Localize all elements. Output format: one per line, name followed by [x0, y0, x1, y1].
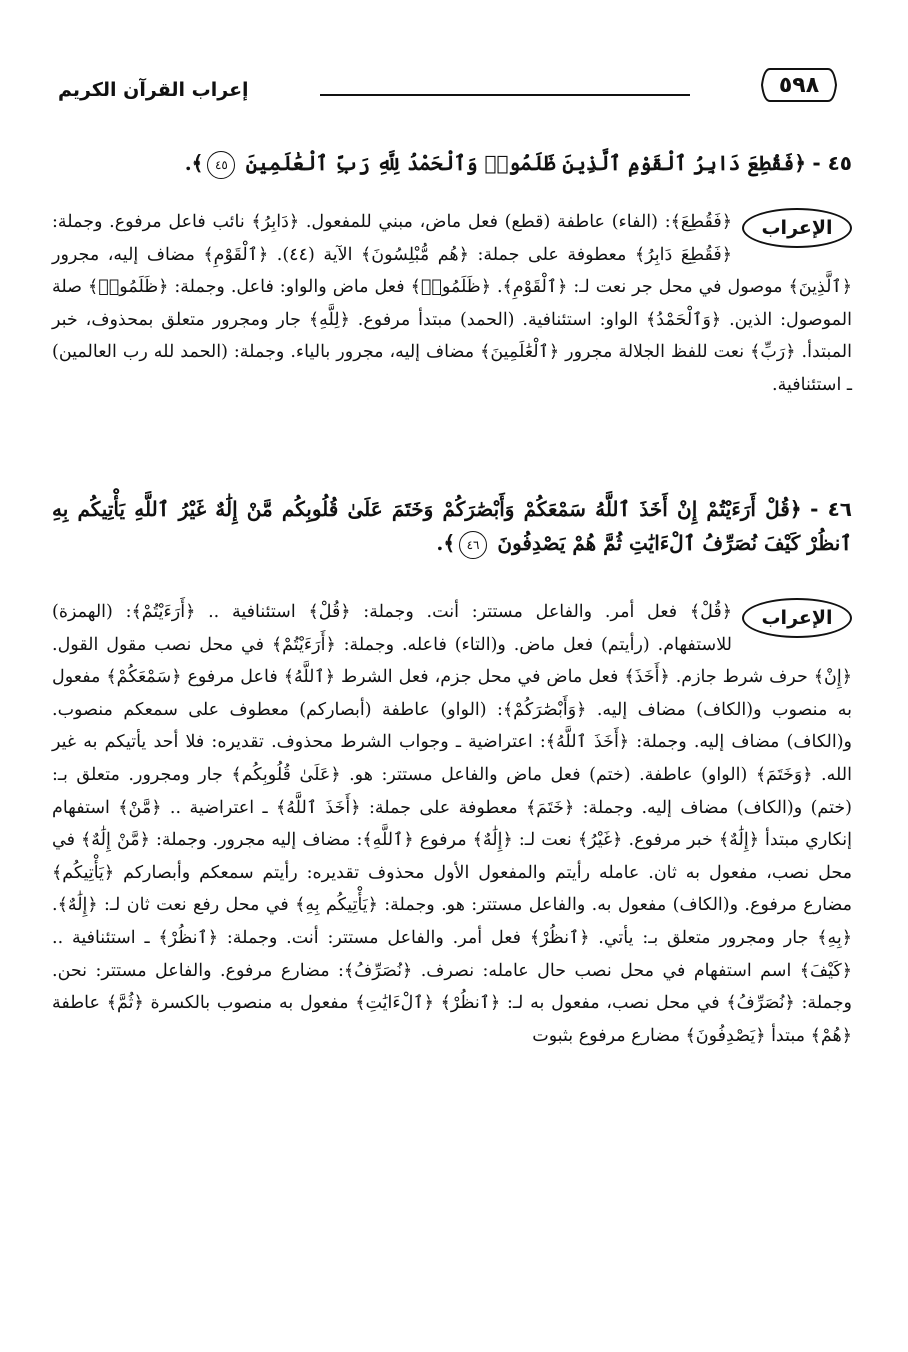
page-number: ٥٩٨ [778, 72, 820, 98]
verse-46 [52, 492, 852, 560]
page-number-badge [760, 66, 838, 104]
verse-close-bracket: ﴾. [436, 531, 456, 555]
irab-label: الإعراب [742, 208, 852, 248]
verse-45 [52, 146, 852, 180]
irab-text: ﴿فَقُطِعَ﴾: (الفاء) عاطفة (قطع) فعل ماض، مبني للمفعول. ﴿دَابِرُ﴾ نائب فاعل مرفوع. وجملة: ﴿فَقُطِعَ دَابِرُ﴾ معطوفة على جملة: ﴿هُم مُّبْلِسُونَ﴾ الآية (٤٤). ﴿ٱلْقَوْمِ﴾ مضاف إليه، مجرور ﴿ٱلَّذِينَ﴾ موصول في محل جر نعت لـ: ﴿ٱلْقَوْمِ﴾. ﴿ظَلَمُوا۟﴾ فعل ماض والواو: فاعل. وجملة: ﴿ظَلَمُوا۟﴾ صلة الموصول: الذين. ﴿وَٱلْحَمْدُ﴾ الواو: استئنافية. (الحمد) مبتدأ مرفوع. ﴿لِلَّهِ﴾ جار ومجرور متعلق بمحذوف، خبر المبتدأ. ﴿رَبِّ﴾ نعت للفظ الجلالة مجرور ﴿ٱلْعَٰلَمِينَ﴾ مضاف إليه، مجرور بالياء. وجملة: (الحمد لله رب العالمين) ـ استئنافية. [52, 212, 852, 395]
verse-end-marker: ٤٦ [459, 531, 487, 559]
irab-section-46 [52, 596, 852, 1052]
verse-close-bracket: ﴾. [184, 151, 204, 175]
irab-label: الإعراب [742, 598, 852, 638]
header-divider [320, 94, 690, 96]
verse-number: ٤٥ - [812, 151, 852, 175]
verse-number: ٤٦ - [810, 497, 852, 521]
irab-text: ﴿قُلْ﴾ فعل أمر. والفاعل مستتر: أنت. وجملة: ﴿قُلْ﴾ استئنافية .. ﴿أَرَءَيْتُمْ﴾: (الهمزة) للاستفهام. (رأيتم) فعل ماض. و(التاء) فاعله. وجملة: ﴿أَرَءَيْتُمْ﴾ في محل نصب مقول القول. ﴿إِنْ﴾ حرف شرط جازم. ﴿أَخَذَ﴾ فعل ماض في محل جزم، فعل الشرط ﴿ٱللَّهُ﴾ فاعل مرفوع ﴿سَمْعَكُمْ﴾ مفعول به منصوب و(الكاف) مضاف إليه. ﴿وَأَبْصَٰرَكُمْ﴾: (الواو) عاطفة (أبصاركم) معطوف على سمعكم منصوب. و(الكاف) مضاف إليه. وجملة: ﴿أَخَذَ ٱللَّهُ﴾: اعتراضية ـ وجواب الشرط محذوف. تقديره: فلا أحد يأتيكم به غير الله. ﴿وَخَتَمَ﴾ (الواو) عاطفة. (ختم) فعل ماض والفاعل مستتر: هو. ﴿عَلَىٰ قُلُوبِكُم﴾ جار ومجرور. متعلق بـ: (ختم) و(الكاف) مضاف إليه. وجملة: ﴿خَتَمَ﴾ معطوفة على جملة: ﴿أَخَذَ ٱللَّهُ﴾ ـ اعتراضية .. ﴿مَّنْ﴾ استفهام إنكاري مبتدأ ﴿إِلَٰهٌ﴾ خبر مرفوع. ﴿غَيْرُ﴾ نعت لـ: ﴿إِلَٰهٌ﴾ مرفوع ﴿ٱللَّهِ﴾: مضاف إليه مجرور. وجملة: ﴿مَّنْ إِلَٰهٌ﴾ في محل نصب، مفعول به ثان. عامله رأيتم والمفعول الأول محذوف تقديره: رأيتم سمعكم وأبصاركم ﴿يَأْتِيكُم﴾ مضارع مرفوع. و(الكاف) مفعول به. والفاعل مستتر: هو. وجملة: ﴿يَأْتِيكُم بِهِ﴾ في محل رفع نعت ثان لـ: ﴿إِلَٰهٌ﴾. ﴿بِهِ﴾ جار ومجرور متعلق بـ: يأتي. ﴿ٱنظُرْ﴾ فعل أمر. والفاعل مستتر: أنت. وجملة: ﴿ٱنظُرْ﴾ ـ استئنافية .. ﴿كَيْفَ﴾ اسم استفهام في محل نصب حال عامله: نصرف. ﴿نُصَرِّفُ﴾: مضارع مرفوع. والفاعل مستتر: نحن. وجملة: ﴿نُصَرِّفُ﴾ في محل نصب، مفعول به لـ: ﴿ٱنظُرْ﴾ ﴿ٱلْءَايَٰتِ﴾ مفعول به منصوب بالكسرة ﴿ثُمَّ﴾ عاطفة ﴿هُمْ﴾ مبتدأ ﴿يَصْدِفُونَ﴾ مضارع مرفوع بثبوت [52, 602, 852, 1046]
verse-text: ﴿قُلْ أَرَءَيْتُمْ إِنْ أَخَذَ ٱللَّهُ سَمْعَكُمْ وَأَبْصَٰرَكُمْ وَخَتَمَ عَلَىٰ قُلُوبِكُم مَّنْ إِلَٰهٌ غَيْرُ ٱللَّهِ يَأْتِيكُم بِهِ ٱنظُرْ كَيْفَ نُصَرِّفُ ٱلْءَايَٰتِ ثُمَّ هُمْ يَصْدِفُونَ [52, 497, 852, 555]
page-header [58, 66, 828, 118]
book-title: إعراب القرآن الكريم [58, 79, 249, 101]
verse-end-marker: ٤٥ [207, 151, 235, 179]
verse-text: ﴿فَقُطِعَ دَابِرُ ٱلْقَوْمِ ٱلَّذِينَ ظَلَمُوا۟ وَٱلْحَمْدُ لِلَّهِ رَبِّ ٱلْعَٰلَمِينَ [245, 151, 806, 175]
irab-section-45 [52, 206, 852, 402]
